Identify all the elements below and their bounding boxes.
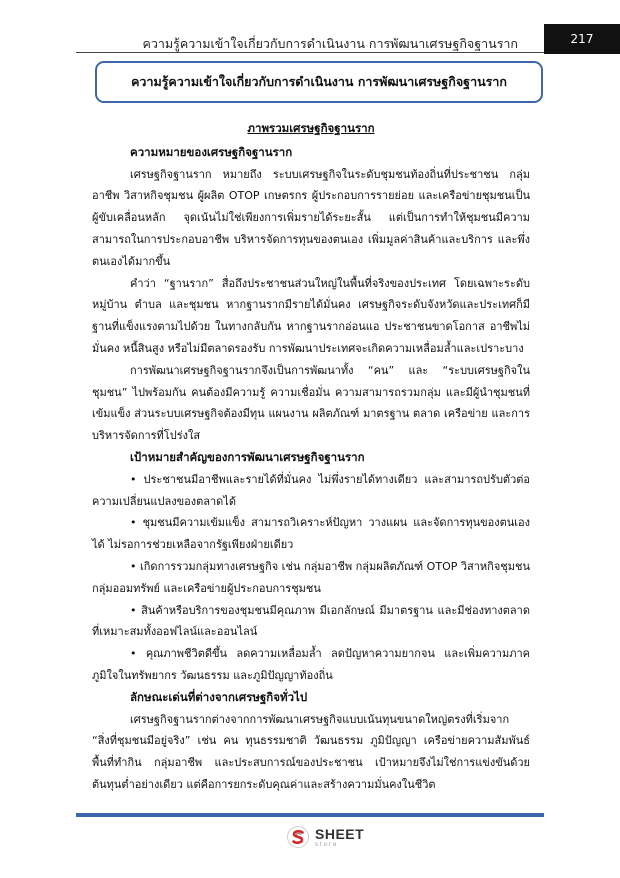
goal-item: • เกิดการรวมกลุ่มทางเศรษฐกิจ เช่น กลุ่มอาชีพ กลุ่มผลิตภัณฑ์ OTOP วิสาหกิจชุมชน กลุ่มออมทรัพย์ และเครือข่ายผู้ประกอบการชุมชน <box>92 559 530 595</box>
distinct-heading: ลักษณะเด่นที่ต่างจากเศรษฐกิจทั่วไป <box>130 689 308 704</box>
section-heading: ภาพรวมเศรษฐกิจฐานราก <box>247 121 375 135</box>
page-number: 217 <box>544 24 620 54</box>
logo-subtext: store <box>315 841 339 848</box>
meaning-paragraph: การพัฒนาเศรษฐกิจฐานรากจึงเป็นการพัฒนาทั้ง “คน” และ “ระบบเศรษฐกิจในชุมชน” ไปพร้อมกัน คนต้องมีความรู้ ความเชื่อมั่น ความสามารถรวมกลุ่ม และมีผู้นำชุมชนที่เข้มแข็ง ส่วนระบบเศรษฐกิจต้องมีทุน แผนงาน ผลิตภัณฑ์ มาตรฐาน ตลาด เครือข่าย และการบริหารจัดการที่โปร่งใส <box>92 363 530 443</box>
footer-logo <box>287 826 364 848</box>
logo-wordmark: SHEET <box>315 825 365 842</box>
content-body <box>92 118 530 796</box>
meaning-heading: ความหมายของเศรษฐกิจฐานราก <box>130 144 293 159</box>
header-rule <box>76 52 544 53</box>
meaning-paragraph: เศรษฐกิจฐานราก หมายถึง ระบบเศรษฐกิจในระดับชุมชนท้องถิ่นที่ประชาชน กลุ่มอาชีพ วิสาหกิจชุมชน ผู้ผลิต OTOP เกษตรกร ผู้ประกอบการรายย่อย และเครือข่ายชุมชนเป็นผู้ขับเคลื่อนหลัก จุดเน้นไม่ใช่เพียงการเพิ่มรายได้ระยะสั้น แต่เป็นการทำให้ชุมชนมีความสามารถในการประกอบอาชีพ บริหารจัดการทุนของตนเอง เพิ่มมูลค่าสินค้าและบริการ และพึ่งตนเองได้มากขึ้น <box>92 167 530 268</box>
sheet-store-logo-icon <box>287 826 309 848</box>
goals-heading: เป้าหมายสำคัญของการพัฒนาเศรษฐกิจฐานราก <box>130 449 365 464</box>
goal-item: • ชุมชนมีความเข้มแข็ง สามารถวิเคราะห์ปัญหา วางแผน และจัดการทุนของตนเองได้ ไม่รอการช่วยเหลือจากรัฐเพียงฝ่ายเดียว <box>92 516 530 552</box>
meaning-paragraph: คำว่า “ฐานราก” สื่อถึงประชาชนส่วนใหญ่ในพื้นที่จริงของประเทศ โดยเฉพาะระดับหมู่บ้าน ตำบล และชุมชน หากฐานรากมีรายได้มั่นคง เศรษฐกิจระดับจังหวัดและประเทศก็มีฐานที่แข็งแรงตามไปด้วย ในทางกลับกัน หากฐานรากอ่อนแอ ประชาชนขาดโอกาส อาชีพไม่มั่นคง หนี้สินสูง หรือไม่มีตลาดรองรับ การพัฒนาประเทศจะเกิดความเหลื่อมล้ำและเปราะบาง <box>92 276 530 355</box>
footer-rule <box>76 813 544 817</box>
goal-item: • สินค้าหรือบริการของชุมชนมีคุณภาพ มีเอกลักษณ์ มีมาตรฐาน และมีช่องทางตลาดที่เหมาะสมทั้งออฟไลน์และออนไลน์ <box>92 603 530 639</box>
goal-item: • ประชาชนมีอาชีพและรายได้ที่มั่นคง ไม่พึ่งรายได้ทางเดียว และสามารถปรับตัวต่อความเปลี่ยนแปลงของตลาดได้ <box>92 472 530 508</box>
chapter-title: ความรู้ความเข้าใจเกี่ยวกับการดำเนินงาน การพัฒนาเศรษฐกิจฐานราก <box>131 74 507 89</box>
distinct-paragraph: เศรษฐกิจฐานรากต่างจากการพัฒนาเศรษฐกิจแบบเน้นทุนขนาดใหญ่ตรงที่เริ่มจาก “สิ่งที่ชุมชนมีอยู่จริง” เช่น คน ทุนธรรมชาติ วัฒนธรรม ภูมิปัญญา เครือข่ายความสัมพันธ์ พื้นที่ทำกิน กลุ่มอาชีพ และประสบการณ์ของประชาชน เป้าหมายจึงไม่ใช่การแข่งขันด้วยต้นทุนต่ำอย่างเดียว แต่คือการยกระดับคุณค่าและสร้างความมั่นคงในชีวิต <box>92 712 530 791</box>
chapter-title-box <box>95 61 543 103</box>
goal-item: • คุณภาพชีวิตดีขึ้น ลดความเหลื่อมล้ำ ลดปัญหาความยากจน และเพิ่มความภาคภูมิใจในทรัพยากร วัฒนธรรม และภูมิปัญญาท้องถิ่น <box>92 647 530 682</box>
running-title: ความรู้ความเข้าใจเกี่ยวกับการดำเนินงาน การพัฒนาเศรษฐกิจฐานราก <box>142 36 518 51</box>
